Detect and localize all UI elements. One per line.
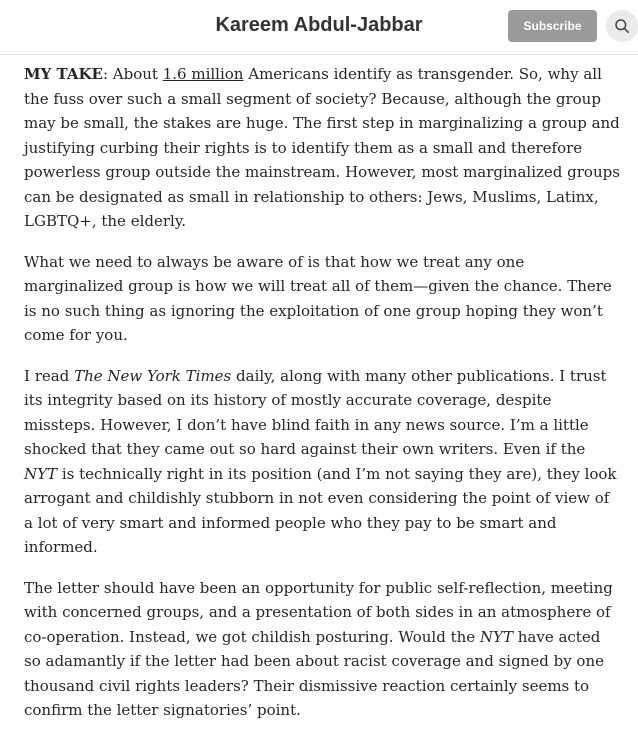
paragraph-1 — [24, 62, 620, 234]
search-button[interactable] — [606, 10, 638, 42]
paragraph-3 — [24, 364, 620, 560]
article-body — [24, 62, 620, 739]
text: have acted so adamantly if the letter had been about racist coverage and signed by one thousand civil rights leaders? Their dismissive reaction certainly seems to confirm the letter signatories’ point. — [24, 627, 605, 719]
paragraph-2: What we need to always be aware of is that how we treat any one marginalized group is how we will treat all of them—given the chance. There is no such thing as ignoring the exploitation of one group hoping they won’t come for you. — [24, 252, 612, 344]
statistic-link[interactable]: 1.6 million — [162, 65, 244, 83]
text: : About — [102, 65, 163, 83]
lead-label: MY TAKE — [24, 65, 103, 83]
text: The letter should have been an opportunity for public self-reflection, meeting with concerned groups, and a presentation of both sides in an atmosphere of co-operation. Instead, we got childish posturing. Would the — [24, 578, 613, 646]
publication-abbr: NYT — [24, 464, 58, 483]
site-title[interactable]: Kareem Abdul-Jabbar — [215, 14, 423, 36]
search-icon — [614, 18, 630, 34]
text: I read — [24, 366, 75, 385]
subscribe-button[interactable]: Subscribe — [508, 10, 597, 42]
text: Americans identify as transgender. So, why all the fuss over such a small segment of society? Because, although the group may be small, the stakes are huge. The first step in marginalizing a group and justifying curbing their rights is to identify them as a small and therefore powerless group outside the mainstream. However, most marginalized groups can be designated as small in relationship to others: Jews, Muslims, Latinx, LGBTQ+, the elderly. — [24, 65, 620, 230]
top-bar — [0, 0, 638, 55]
text: daily, along with many other publications. I trust its integrity based on its history of mostly accurate coverage, despite missteps. However, I don’t have blind faith in any news source. I’m a little shocked that they came out so hard against their own writers. Even if the — [24, 366, 607, 458]
publication-name: The New York Times — [74, 366, 232, 385]
paragraph-4 — [24, 576, 620, 723]
publication-abbr: NYT — [479, 627, 513, 646]
text: is technically right in its position (and I’m not saying they are), they look arrogant and childishly stubborn in not even considering the point of view of a lot of very smart and informed people who they pay to be smart and informed. — [24, 464, 617, 556]
